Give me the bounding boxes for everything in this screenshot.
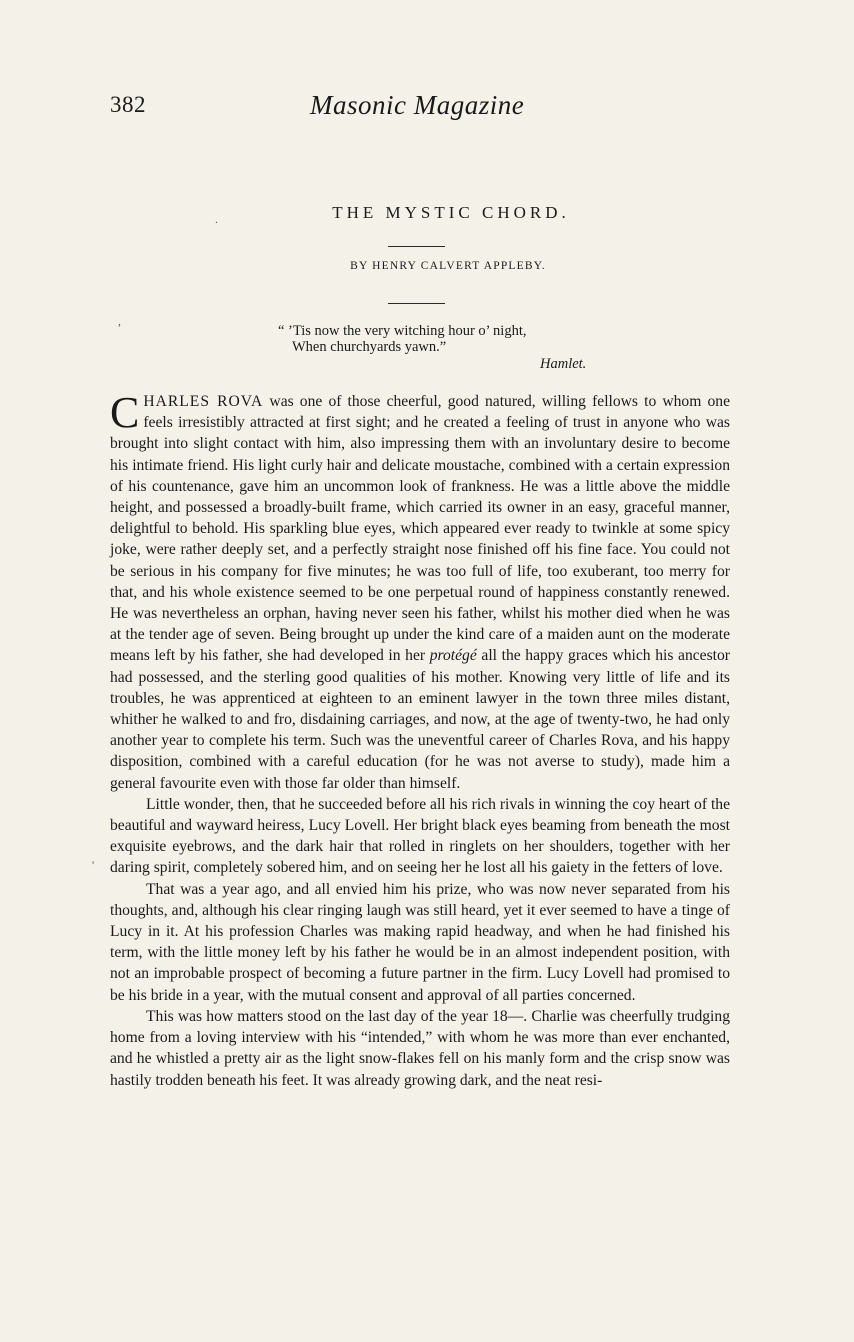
title-rule (388, 246, 445, 247)
page-number: 382 (110, 92, 146, 117)
article-body (110, 388, 730, 1091)
paragraph: Little wonder, then, that he succeeded before all his rich rivals in winning the coy heart of the beautiful and wayward heiress, Lucy Lovell. Her bright black eyes beaming from beneath the most exquisite eyebrows, and the dark hair that rolled in ringlets on her shoulders, together with her daring spirit, completely sobered him, and on seeing her he lost all his gaiety in the fetters of love. (110, 795, 730, 877)
article-byline: BY HENRY CALVERT APPLEBY. (350, 260, 546, 272)
article-title: THE MYSTIC CHORD. (332, 203, 570, 222)
epigraph-line: When churchyards yawn.” (292, 339, 447, 355)
epigraph (278, 323, 698, 372)
paragraph (110, 388, 730, 794)
epigraph-line: “ ’Tis now the very witching hour o’ night, (278, 323, 527, 339)
epigraph-source: Hamlet. (540, 356, 587, 372)
stray-mark: ' (92, 858, 95, 872)
byline-rule (388, 303, 445, 304)
paragraph-text: all the happy graces which his ancestor had possessed, and the sterling good qualities of his mother. Knowing very little of life and its troubles, he was apprenticed at eighteen to an eminent lawyer in the town three miles distant, whither he walked to and fro, disdaining carriages, and now, at the age of twenty-two, he had only another year to complete his term. Such was the uneventful career of Charles Rova, and his happy disposition, combined with a careful education (for he was not averse to study), made him a general favourite even with those far older than himself. (110, 647, 730, 792)
stray-mark: . (215, 212, 218, 226)
character-name: HARLES ROVA (143, 393, 264, 410)
paragraph: That was a year ago, and all envied him his prize, who was now never separated from his thoughts, and, although his clear ringing laugh was still heard, yet it ever seemed to have a tinge of Lucy in it. At his profession Charles was making rapid headway, and when he had finished his term, with the little money left by his father he would be in an almost independent position, with not an improbable prospect of becoming a future partner in the firm. Lucy Lovell had promised to be his bride in a year, with the mutual consent and approval of all parties concerned. (110, 880, 730, 1004)
running-head: Masonic Magazine (310, 90, 525, 120)
drop-cap: C (110, 388, 140, 437)
page-header (110, 92, 730, 122)
stray-mark: , (118, 314, 121, 328)
italic-word: protégé (429, 647, 477, 665)
paragraph-text: was one of those cheerful, good natured, willing fellows to whom one feels irresistibly attracted at first sight; and he created a feeling of trust in anyone who was brought into slight contact with him, also impressing them with an involuntary desire to become his intimate friend. His light curly hair and delicate moustache, combined with a certain expression of his countenance, gave him an uncommon look of frankness. He was a little above the middle height, and possessed a broadly-built frame, which carried its owner in an easy, graceful manner, delightful to behold. His sparkling blue eyes, which appeared ever ready to twinkle at some spicy joke, were rather deeply set, and a perfectly straight nose finished off his fine face. You could not be serious in his company for five minutes; he was too full of life, too exuberant, too merry for that, and his whole existence seemed to be one perpetual round of happiness constantly renewed. He was nevertheless an orphan, having never seen his father, whilst his mother died when he was at the tender age of seven. Being brought up under the kind care of a maiden aunt on the moderate means left by his father, she had developed in her (110, 393, 730, 665)
paragraph: This was how matters stood on the last day of the year 18—. Charlie was cheerfully trudging home from a loving interview with his “intended,” with whom he was more than ever enchanted, and he whistled a pretty air as the light snow-flakes fell on his manly form and the crisp snow was hastily trodden beneath his feet. It was already growing dark, and the neat resi- (110, 1007, 730, 1089)
